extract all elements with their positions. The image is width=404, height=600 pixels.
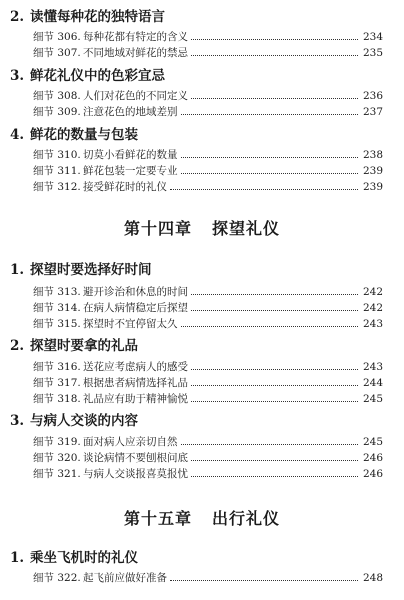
section-title: 读懂每种花的独特语言 [30,9,165,25]
section-number: 4. [10,127,25,143]
leader-dots [191,97,358,99]
entry-title: 根据患者病情选择礼品 [83,377,188,389]
toc-entry[interactable] [33,29,383,45]
entry-title: 不同地域对鲜花的禁忌 [83,47,188,59]
entry-code: 细节 313. [33,286,81,298]
leader-dots [191,475,358,477]
section-heading [10,67,390,85]
leader-dots [170,188,358,190]
entry-title: 每种花都有特定的含义 [83,31,188,43]
entry-code: 细节 318. [33,393,81,405]
leader-dots [191,54,358,56]
chapter-number: 第十五章 [123,509,192,528]
entry-title: 探望时不宜停留太久 [83,318,178,330]
chapter-title: 出行礼仪 [212,509,281,528]
toc-entry[interactable] [33,88,383,104]
toc-entry[interactable] [33,284,383,300]
section-number: 1. [10,262,25,278]
entry-page: 246 [362,468,383,480]
entry-code: 细节 316. [33,361,81,373]
entry-page: 244 [362,377,383,389]
toc-entry[interactable] [33,104,383,120]
toc-entry[interactable] [33,466,383,482]
section-title: 探望时要拿的礼品 [30,338,138,354]
leader-dots [191,293,358,295]
entry-code: 细节 309. [33,106,81,118]
entry-title: 人们对花色的不同定义 [83,90,188,102]
entry-code: 细节 310. [33,149,81,161]
section-number: 1. [10,550,25,566]
entry-page: 243 [362,361,383,373]
leader-dots [191,459,358,461]
entry-page: 248 [362,572,383,584]
leader-dots [181,156,359,158]
leader-dots [191,368,358,370]
section-number: 2. [10,338,25,354]
leader-dots [181,113,359,115]
toc-entry[interactable] [33,45,383,61]
chapter-heading [0,218,404,240]
toc-entry[interactable] [33,179,383,195]
entry-page: 242 [362,286,383,298]
section-title: 乘坐飞机时的礼仪 [30,550,138,566]
section-heading [10,412,390,430]
entry-code: 细节 322. [33,572,81,584]
toc-entry[interactable] [33,359,383,375]
entry-code: 细节 319. [33,436,81,448]
section-title: 探望时要选择好时间 [30,262,152,278]
entry-title: 注意花色的地域差别 [83,106,178,118]
entry-code: 细节 315. [33,318,81,330]
entry-title: 在病人病情稳定后探望 [83,302,188,314]
section-heading [10,337,390,355]
entry-page: 246 [362,452,383,464]
entry-code: 细节 308. [33,90,81,102]
entry-title: 面对病人应亲切自然 [83,436,178,448]
section-title: 与病人交谈的内容 [30,413,138,429]
section-heading [10,261,390,279]
chapter-title: 探望礼仪 [212,219,281,238]
entry-code: 细节 314. [33,302,81,314]
section-number: 2. [10,9,25,25]
toc-entry[interactable] [33,147,383,163]
toc-entry[interactable] [33,434,383,450]
entry-code: 细节 306. [33,31,81,43]
entry-title: 起飞前应做好准备 [83,572,167,584]
chapter-number: 第十四章 [123,219,192,238]
leader-dots [181,443,359,445]
toc-entry[interactable] [33,570,383,586]
entry-code: 细节 317. [33,377,81,389]
entry-page: 239 [362,165,383,177]
entry-page: 236 [362,90,383,102]
section-heading [10,549,390,567]
entry-title: 谈论病情不要刨根问底 [83,452,188,464]
toc-entry[interactable] [33,163,383,179]
leader-dots [181,172,359,174]
leader-dots [191,400,358,402]
section-number: 3. [10,413,25,429]
section-heading [10,8,390,26]
section-title: 鲜花的数量与包装 [30,127,138,143]
toc-entry[interactable] [33,375,383,391]
entry-page: 243 [362,318,383,330]
entry-code: 细节 311. [33,165,81,177]
leader-dots [191,384,358,386]
toc-entry[interactable] [33,391,383,407]
toc-entry[interactable] [33,450,383,466]
entry-page: 245 [362,393,383,405]
section-number: 3. [10,68,25,84]
entry-code: 细节 312. [33,181,81,193]
entry-page: 238 [362,149,383,161]
leader-dots [191,309,358,311]
leader-dots [170,579,358,581]
entry-page: 234 [362,31,383,43]
entry-code: 细节 321. [33,468,81,480]
entry-title: 鲜花包装一定要专业 [83,165,178,177]
section-heading [10,126,390,144]
toc-entry[interactable] [33,316,383,332]
entry-code: 细节 320. [33,452,81,464]
entry-title: 切莫小看鲜花的数量 [83,149,178,161]
entry-title: 礼品应有助于精神愉悦 [83,393,188,405]
leader-dots [191,38,358,40]
entry-title: 接受鲜花时的礼仪 [83,181,167,193]
leader-dots [181,325,359,327]
entry-page: 245 [362,436,383,448]
chapter-heading [0,508,404,530]
section-title: 鲜花礼仪中的色彩宜忌 [30,68,165,84]
entry-code: 细节 307. [33,47,81,59]
entry-title: 送花应考虑病人的感受 [83,361,188,373]
entry-title: 与病人交谈报喜莫报忧 [83,468,188,480]
toc-entry[interactable] [33,300,383,316]
entry-title: 避开诊治和休息的时间 [83,286,188,298]
entry-page: 239 [362,181,383,193]
entry-page: 235 [362,47,383,59]
entry-page: 237 [362,106,383,118]
entry-page: 242 [362,302,383,314]
